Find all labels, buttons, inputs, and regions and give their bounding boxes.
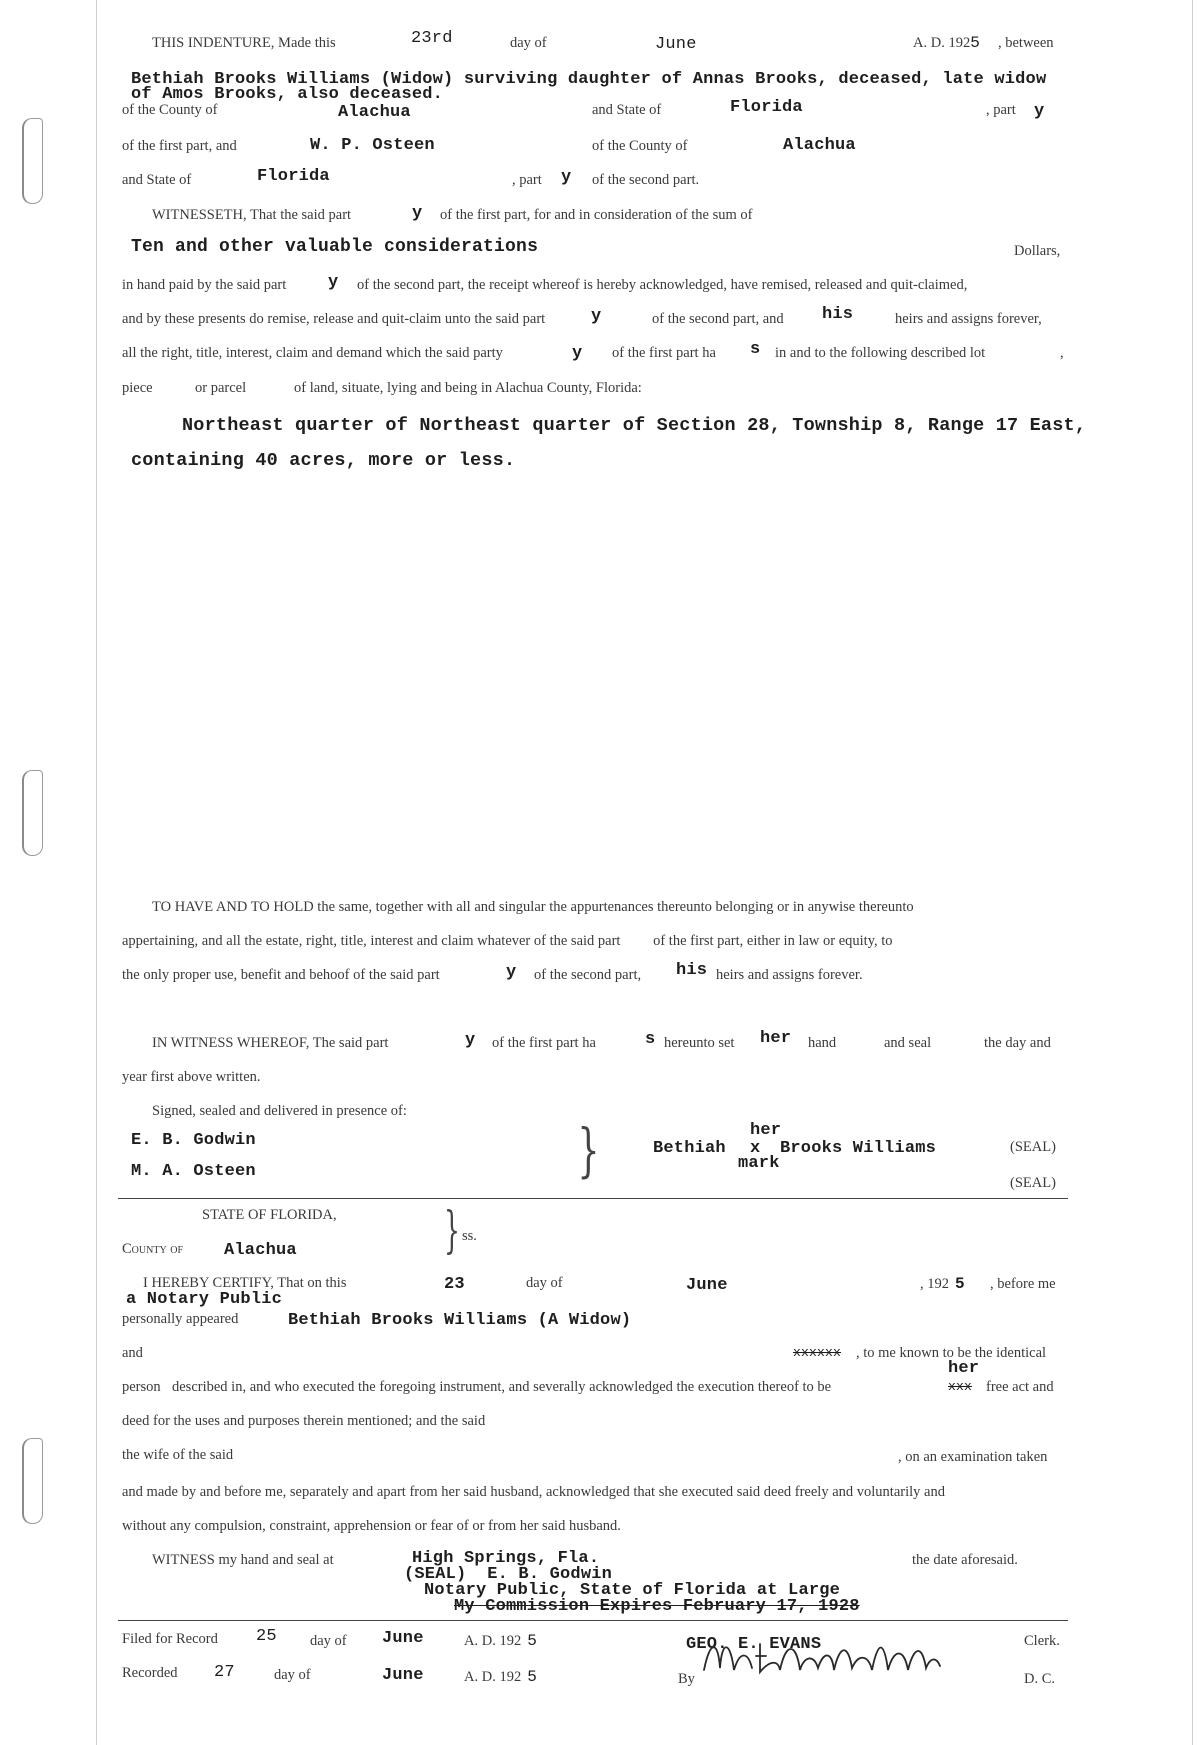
- of-county-label: of the County of: [122, 102, 218, 118]
- rights-text-a: all the right, title, interest, claim and demand which the said party: [122, 345, 503, 361]
- recorded-month: June: [382, 1666, 424, 1685]
- habendum-fill: y: [506, 963, 517, 982]
- without-compulsion-text: without any compulsion, constraint, apprehension or fear of or from her said husband.: [122, 1518, 621, 1534]
- certify-label: I HEREBY CERTIFY, That on this: [143, 1275, 347, 1291]
- in-witness-b: of the first part ha: [492, 1035, 596, 1051]
- consideration-sum: Ten and other valuable considerations: [131, 237, 539, 257]
- appeared-person: Bethiah Brooks Williams (A Widow): [288, 1311, 632, 1330]
- grantee-state: Florida: [257, 167, 330, 186]
- left-margin-line: [96, 0, 97, 1745]
- in-witness-line-2: year first above written.: [122, 1069, 261, 1085]
- land-description-line-2: containing 40 acres, more or less.: [131, 450, 516, 471]
- seal-2: (SEAL): [1010, 1175, 1056, 1191]
- witness-place: High Springs, Fla.: [412, 1549, 600, 1568]
- day-of-label: day of: [510, 35, 547, 51]
- grantee-county: Alachua: [783, 136, 856, 155]
- dollars-label: Dollars,: [1014, 243, 1061, 259]
- in-witness-a: IN WITNESS WHEREOF, The said part: [152, 1035, 389, 1051]
- receipt-text-a: in hand paid by the said part: [122, 277, 287, 293]
- of-county-label-2: of the County of: [592, 138, 688, 154]
- dc-label: D. C.: [1024, 1671, 1056, 1687]
- described-text: described in, and who executed the foregoing instrument, and severally acknowledged the execution thereof to be: [172, 1379, 832, 1395]
- deputy-clerk-signature-icon: [700, 1630, 960, 1690]
- divider: [118, 1198, 1068, 1199]
- habendum-line-3c: heirs and assigns forever.: [716, 967, 863, 983]
- ad-label: A. D. 1925: [913, 34, 981, 52]
- clerk-name: GEO. E. EVANS: [686, 1635, 822, 1654]
- indenture-month: June: [655, 35, 697, 54]
- witness-2: M. A. Osteen: [131, 1162, 256, 1181]
- in-witness-e: and seal: [884, 1035, 932, 1051]
- right-margin-line: [1192, 0, 1193, 1745]
- wife-of-text: the wife of the said: [122, 1447, 234, 1463]
- receipt-fill: y: [328, 273, 339, 292]
- grantee-name: W. P. Osteen: [310, 136, 435, 155]
- venue-brace: }: [443, 1201, 460, 1259]
- part-suffix: y: [1034, 102, 1045, 121]
- witness-hand-label: WITNESS my hand and seal at: [152, 1552, 334, 1568]
- grantor-line-1: Bethiah Brooks Williams (Widow) surviving daughter of Annas Brooks, deceased, late widow: [131, 70, 1047, 89]
- recorded-ad: A. D. 192 5: [464, 1668, 538, 1686]
- receipt-text-b: of the second part, the receipt whereof is hereby acknowledged, have remised, released and quit-claimed,: [357, 277, 968, 293]
- certify-year: , 192 5: [920, 1275, 965, 1293]
- rights-s: s: [750, 340, 761, 359]
- recorded-label: Recorded: [122, 1665, 178, 1681]
- witnesseth-text: WITNESSETH, That the said part: [152, 207, 352, 223]
- filed-day-of: day of: [310, 1633, 347, 1649]
- remise-his: his: [822, 305, 854, 324]
- witness-1: E. B. Godwin: [131, 1131, 256, 1150]
- filed-ad: A. D. 192 5: [464, 1632, 538, 1650]
- remise-text-c: heirs and assigns forever,: [895, 311, 1042, 327]
- struck-xx: xxxxxx: [793, 1345, 842, 1360]
- personally-appeared-label: personally appeared: [122, 1311, 239, 1327]
- signer-first: Bethiah: [653, 1139, 726, 1158]
- notary-title: Notary Public, State of Florida at Large: [424, 1581, 841, 1600]
- in-witness-fill: y: [465, 1031, 476, 1050]
- remise-fill: y: [591, 307, 602, 326]
- certify-day-of: day of: [526, 1275, 563, 1291]
- second-part-label: of the second part.: [592, 172, 700, 188]
- persons-label: person: [122, 1379, 161, 1395]
- deed-uses-text: deed for the uses and purposes therein mentioned; and the said: [122, 1413, 486, 1429]
- before-me-label: , before me: [990, 1276, 1056, 1292]
- known-label: , to me known to be the identical: [856, 1345, 1047, 1361]
- in-witness-s: s: [645, 1030, 656, 1049]
- binder-hole-icon: [22, 1438, 43, 1524]
- witness-brace: }: [577, 1116, 600, 1184]
- habendum-line-3b: of the second part,: [534, 967, 642, 983]
- in-witness-f: the day and: [984, 1035, 1051, 1051]
- signed-sealed-label: Signed, sealed and delivered in presence of:: [152, 1103, 407, 1119]
- signer-mark: mark: [738, 1154, 780, 1173]
- rights-comma: ,: [1060, 345, 1064, 361]
- binder-hole-icon: [22, 118, 43, 204]
- parcel-piece: piece: [122, 380, 153, 396]
- and-state-label: and State of: [592, 102, 662, 118]
- ss-label: ss.: [462, 1228, 477, 1244]
- grantor-county: Alachua: [338, 103, 411, 122]
- seal-1: (SEAL): [1010, 1139, 1056, 1155]
- rights-fill: y: [572, 344, 583, 363]
- in-witness-c: hereunto set: [664, 1035, 735, 1051]
- part-label-2: , part: [512, 172, 542, 188]
- habendum-his: his: [676, 961, 708, 980]
- ack-her: her: [948, 1359, 980, 1378]
- notary-commission: My Commission Expires February 17, 1928: [454, 1597, 860, 1616]
- signer-her: her: [750, 1121, 782, 1140]
- and-state-label-2: and State of: [122, 172, 192, 188]
- recorded-day: 27: [214, 1663, 235, 1682]
- filed-month: June: [382, 1629, 424, 1648]
- witnesseth-text-2: of the first part, for and in consideration of the sum of: [440, 207, 753, 223]
- rights-text-b: of the first part ha: [612, 345, 716, 361]
- notary-officer: a Notary Public: [126, 1290, 283, 1309]
- notary-seal-name: (SEAL) E. B. Godwin: [404, 1565, 613, 1584]
- part-label: , part: [986, 102, 1016, 118]
- grantor-line-2: of Amos Brooks, also deceased.: [131, 85, 444, 104]
- in-witness-d: hand: [808, 1035, 837, 1051]
- first-part-label: of the first part, and: [122, 138, 237, 154]
- parcel-or-parcel: or parcel: [195, 380, 247, 396]
- binder-hole-icon: [22, 770, 43, 856]
- signer-last: Brooks Williams: [780, 1139, 937, 1158]
- certify-day: 23: [444, 1275, 465, 1294]
- certify-month: June: [686, 1276, 728, 1295]
- habendum-line-1: TO HAVE AND TO HOLD the same, together with all and singular the appurtenances thereunto belonging or in anywise thereunto: [152, 899, 914, 915]
- state-of-florida: STATE OF FLORIDA,: [202, 1207, 337, 1223]
- struck-xxx: xxx: [948, 1379, 973, 1394]
- free-act-label: free act and: [986, 1379, 1054, 1395]
- filed-for-record-label: Filed for Record: [122, 1631, 218, 1647]
- divider-2: [118, 1620, 1068, 1621]
- signer-x: x: [750, 1139, 761, 1158]
- date-aforesaid-label: the date aforesaid.: [912, 1552, 1018, 1568]
- parcel-text: of land, situate, lying and being in Alachua County, Florida:: [294, 380, 642, 396]
- examination-text: , on an examination taken: [898, 1449, 1048, 1465]
- county-of-label: County of: [122, 1241, 184, 1257]
- remise-text-a: and by these presents do remise, release and quit-claim unto the said part: [122, 311, 546, 327]
- by-label: By: [678, 1671, 695, 1687]
- filed-day: 25: [256, 1627, 277, 1646]
- witnesseth-fill: y: [412, 204, 423, 223]
- indenture-day: 23rd: [411, 29, 453, 48]
- part-suffix-2: y: [561, 168, 572, 187]
- habendum-line-3a: the only proper use, benefit and behoof of the said part: [122, 967, 440, 983]
- land-description-line-1: Northeast quarter of Northeast quarter of Section 28, Township 8, Range 17 East,: [182, 415, 1087, 436]
- indenture-label: THIS INDENTURE, Made this: [152, 35, 336, 51]
- clerk-label: Clerk.: [1024, 1633, 1060, 1649]
- remise-text-b: of the second part, and: [652, 311, 784, 327]
- recorded-day-of: day of: [274, 1667, 311, 1683]
- habendum-line-2: appertaining, and all the estate, right, title, interest and claim whatever of the said part of the first part, either in law or equity, to: [122, 933, 893, 949]
- between-label: , between: [998, 35, 1054, 51]
- grantor-state: Florida: [730, 98, 803, 117]
- separately-text: and made by and before me, separately and apart from her said husband, acknowledged that she executed said deed freely and voluntarily and: [122, 1484, 945, 1500]
- ack-county: Alachua: [224, 1241, 297, 1260]
- and-label: and: [122, 1345, 143, 1361]
- rights-text-c: in and to the following described lot: [775, 345, 986, 361]
- in-witness-her: her: [760, 1029, 792, 1048]
